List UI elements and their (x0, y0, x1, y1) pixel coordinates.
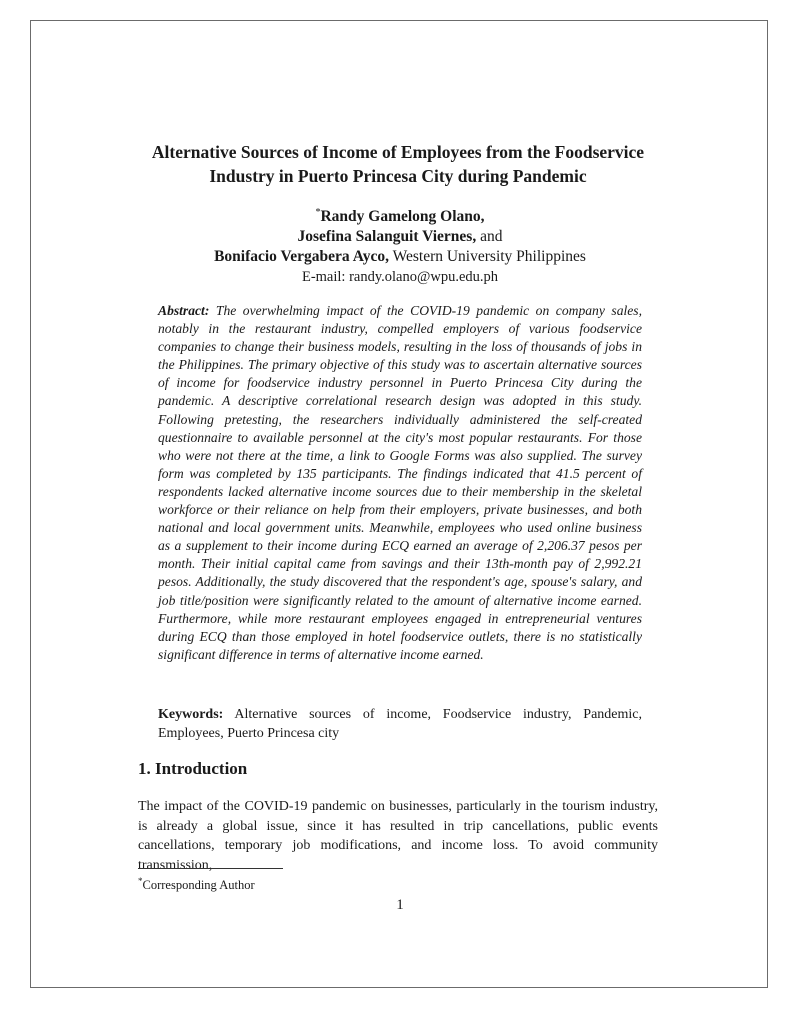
author-2-suffix: and (476, 228, 503, 245)
author-1-name: Randy Gamelong Olano, (320, 208, 485, 225)
author-block (138, 203, 662, 287)
footnote (138, 873, 255, 893)
section-heading-introduction: 1. Introduction (138, 759, 248, 778)
abstract-text: The overwhelming impact of the COVID-19 pandemic on company sales, notably in the restaurant industry, compelled employers of various foodservice companies to change their business models, resulting in the loss of thousands of jobs in the Philippines. The primary objective of this study was to ascertain alternative sources of income for foodservice industry personnel in Puerto Princesa City during the pandemic. A descriptive correlational research design was adopted in this study. Following pretesting, the researchers individually administered the self-created questionnaire to available personnel at the city's most popular restaurants. For those who were not there at the time, a link to Google Forms was also supplied. The survey form was completed by 135 participants. The findings indicated that 41.5 percent of respondents lacked alternative income sources due to their membership in the skeletal workforce or their reliance on help from their employers, private businesses, and both national and local government units. Meanwhile, employees who used online business as a supplement to their income during ECQ earned an average of 2,206.37 pesos per month. Their initial capital came from savings and their 13th-month pay of 2,992.21 pesos. Additionally, the study discovered that the respondent's age, spouse's salary, and job title/position were significantly related to the amount of alternative income earned. Furthermore, while more restaurant employees engaged in entrepreneurial ventures during ECQ than those employed in hotel foodservice outlets, there is no statistically significant difference in terms of alternative income earned. (158, 303, 642, 662)
affiliation: Western University Philippines (389, 248, 586, 265)
keywords-label: Keywords: (158, 707, 224, 722)
author-2-name: Josefina Salanguit Viernes, (297, 228, 477, 245)
author-3-name: Bonifacio Vergabera Ayco, (214, 248, 389, 265)
title-line-1: Alternative Sources of Income of Employees from the Foodservice (151, 142, 645, 162)
keywords (158, 705, 642, 743)
keywords-text: Alternative sources of income, Foodservice industry, Pandemic, Employees, Puerto Princesa city (158, 707, 642, 741)
title-line-2: Industry in Puerto Princesa City during Pandemic (209, 166, 587, 186)
author-1 (138, 203, 662, 227)
author-3 (138, 247, 662, 267)
corresponding-mark: * (315, 207, 321, 218)
paper-title (138, 140, 658, 188)
abstract (158, 302, 642, 664)
page-number: 1 (396, 897, 404, 913)
footnote-mark: * (138, 876, 143, 886)
footnote-divider (138, 868, 283, 869)
footnote-text: Corresponding Author (142, 878, 255, 892)
abstract-label: Abstract: (158, 303, 210, 318)
author-2 (138, 227, 662, 247)
author-email: E-mail: randy.olano@wpu.edu.ph (301, 269, 499, 285)
introduction-paragraph: The impact of the COVID-19 pandemic on businesses, particularly in the tourism industry, is already a global issue, since it has resulted in trip cancellations, public events cancellations, temporary job modifications, and income loss. To avoid community transmission, (138, 799, 658, 873)
